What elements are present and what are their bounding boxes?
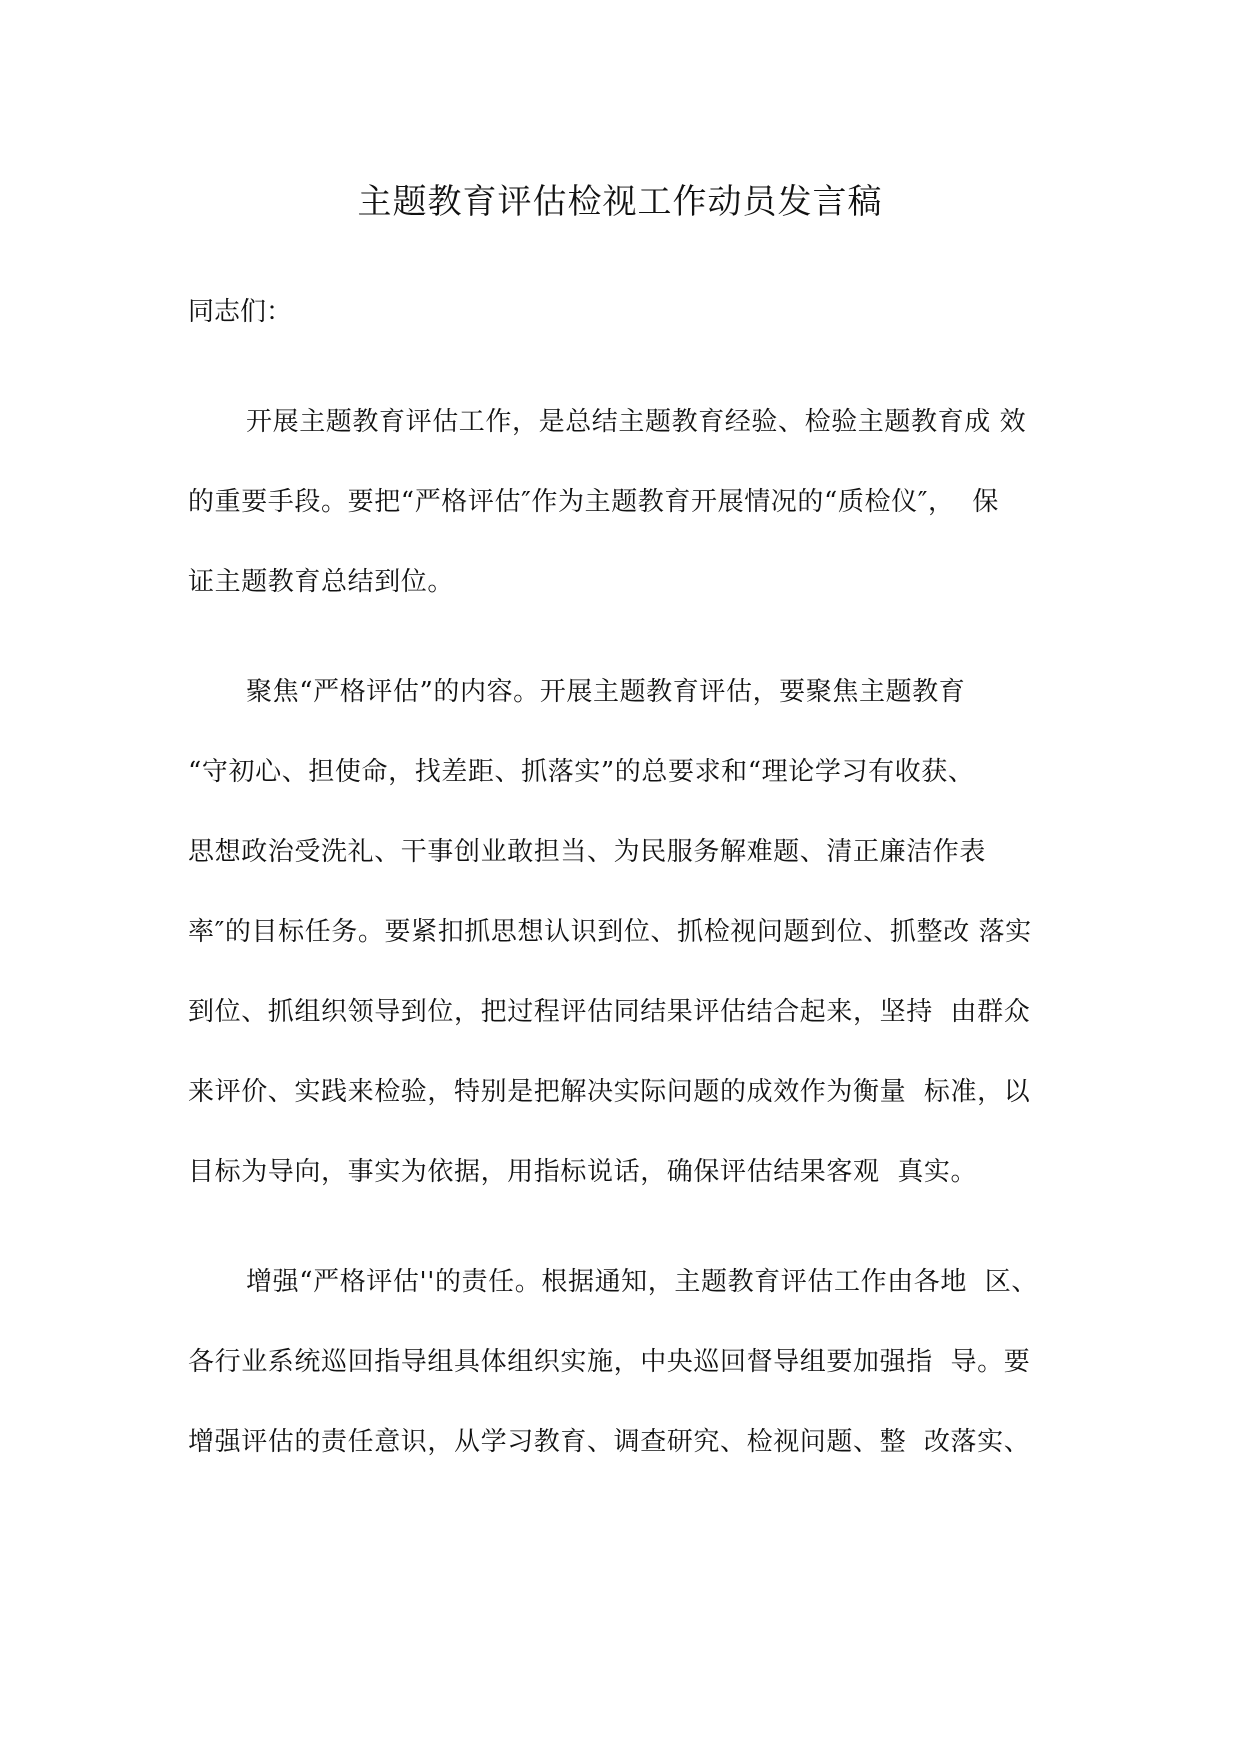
paragraph-line: 各行业系统巡回指导组具体组织实施，中央巡回督导组要加强指 导。要: [188, 1347, 1031, 1377]
paragraph-line: “守初心、担使命，找差距、抓落实”的总要求和“理论学习有收获、: [188, 757, 975, 787]
paragraph-line: 增强评估的责任意识，从学习教育、调查研究、检视问题、整 改落实、: [188, 1427, 1031, 1457]
paragraph-line: 目标为导向，事实为依据，用指标说话，确保评估结果客观 真实。: [188, 1157, 978, 1187]
paragraph-line: 证主题教育总结到位。: [188, 567, 455, 597]
paragraph-line: 的重要手段。要把“严格评估″作为主题教育开展情况的“质检仪″， 保: [188, 487, 999, 517]
paragraph-line: 来评价、实践来检验，特别是把解决实际问题的成效作为衡量 标准，以: [188, 1077, 1031, 1107]
paragraph-line: 开展主题教育评估工作，是总结主题教育经验、检验主题教育成 效: [246, 407, 1027, 437]
salutation: 同志们：: [188, 297, 293, 327]
document-title: 主题教育评估检视工作动员发言稿: [357, 182, 883, 222]
paragraph-line: 率″的目标任务。要紧扣抓思想认识到位、抓检视问题到位、抓整改 落实: [188, 917, 1032, 947]
paragraph-line: 聚焦“严格评估”的内容。开展主题教育评估，要聚焦主题教育: [246, 677, 966, 707]
paragraph-line: 增强“严格评估''的责任。根据通知，主题教育评估工作由各地 区、: [246, 1267, 1038, 1297]
paragraph-line: 思想政治受洗礼、干事创业敢担当、为民服务解难题、清正廉洁作表: [188, 837, 987, 867]
paragraph-line: 到位、抓组织领导到位，把过程评估同结果评估结合起来，坚持 由群众: [188, 997, 1031, 1027]
